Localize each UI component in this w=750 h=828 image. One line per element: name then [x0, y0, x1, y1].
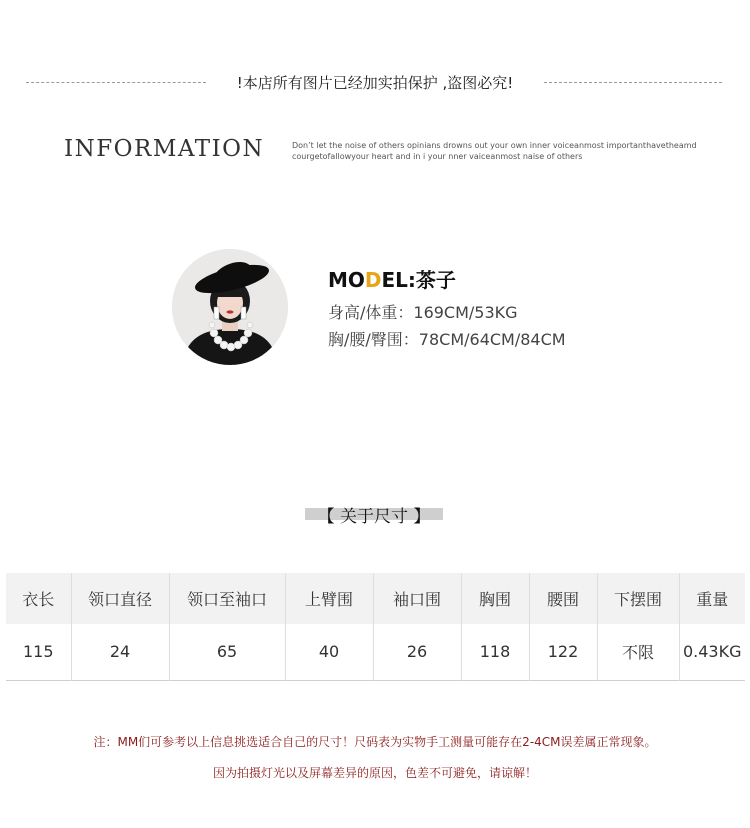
- header-neck-diameter: 领口直径: [71, 573, 169, 624]
- table-row: [6, 624, 745, 680]
- model-photo-icon: [172, 249, 288, 365]
- size-section-title: 【 关于尺寸 】: [317, 507, 431, 527]
- notice-divider-right: [544, 82, 722, 83]
- cell-waist: 122: [529, 624, 597, 680]
- quote-line-2: courgetofallowyour heart and in i your nner vaiceanmost naise of others: [292, 152, 583, 161]
- information-heading: INFORMATION: [64, 136, 265, 162]
- header-weight: 重量: [696, 590, 729, 609]
- model-label-part2: EL:: [381, 268, 416, 292]
- cell-neck-to-cuff: 65: [169, 624, 285, 680]
- cell-weight: 0.43KG: [682, 642, 742, 662]
- model-name-value: 茶子: [415, 268, 456, 292]
- cell-neck-diameter: 24: [71, 624, 169, 680]
- header-chest: 胸围: [461, 573, 529, 624]
- cell-cuff: 26: [373, 624, 461, 680]
- model-avatar: [172, 249, 288, 365]
- header-hem: 下摆围: [597, 573, 679, 624]
- notice-divider-left: [26, 82, 206, 83]
- cell-length: 115: [6, 624, 71, 680]
- information-quote: [292, 140, 712, 162]
- header-waist: 腰围: [529, 573, 597, 624]
- header-length: 衣长: [6, 573, 71, 624]
- cell-hem: 不限: [597, 624, 679, 680]
- color-note: 因为拍摄灯光以及屏幕差异的原因，色差不可避免，请谅解！: [212, 766, 537, 780]
- cell-chest: 118: [461, 624, 529, 680]
- size-table-header-row: [6, 573, 745, 624]
- size-table: [6, 573, 745, 681]
- header-upper-arm: 上臂围: [285, 573, 373, 624]
- model-name: [328, 264, 456, 293]
- copyright-notice: !本店所有图片已经加实拍保护 ,盗图必究!: [236, 74, 514, 92]
- header-neck-to-cuff: 领口至袖口: [169, 573, 285, 624]
- model-label-part1: MO: [328, 268, 365, 292]
- cell-upper-arm: 40: [285, 624, 373, 680]
- model-measurements: 胸/腰/臀围：78CM/64CM/84CM: [328, 330, 566, 349]
- model-label-highlight: D: [364, 268, 382, 292]
- model-height-weight: 身高/体重：169CM/53KG: [328, 303, 518, 322]
- header-cuff: 袖口围: [373, 573, 461, 624]
- quote-line-1: Don’t let the noise of others opinians drowns out your own inner voiceanmost importanthavetheamd: [292, 141, 697, 150]
- size-note: 注：MM们可参考以上信息挑选适合自己的尺寸！尺码表为实物手工测量可能存在2-4CM误差属正常现象。: [93, 735, 657, 749]
